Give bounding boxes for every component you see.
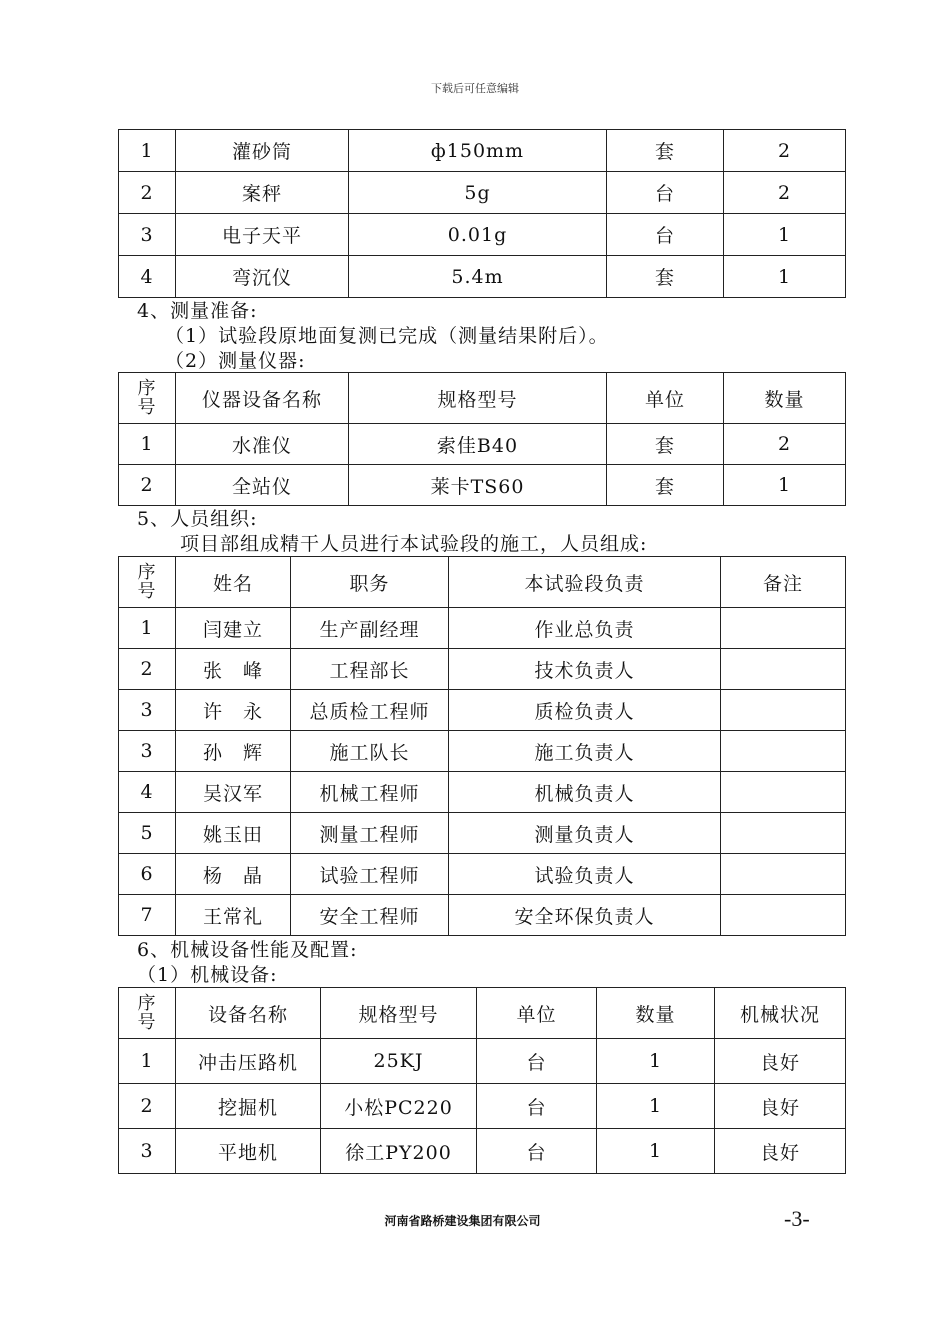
cell-qty: 1 [597, 1039, 715, 1084]
cell-remarks [721, 649, 846, 690]
cell-position: 总质检工程师 [291, 690, 449, 731]
cell-seq: 1 [119, 424, 176, 465]
cell-name: 闫建立 [176, 608, 291, 649]
cell-unit: 台 [607, 172, 724, 214]
cell-seq: 4 [119, 256, 176, 298]
table-row [119, 813, 846, 854]
table-row [119, 214, 846, 256]
cell-spec: 5g [349, 172, 607, 214]
cell-name: 案秤 [176, 172, 349, 214]
table-row [119, 649, 846, 690]
header-name: 姓名 [176, 557, 291, 608]
cell-responsibility: 质检负责人 [449, 690, 721, 731]
cell-unit: 套 [607, 465, 724, 506]
table-header-row [119, 373, 846, 424]
header-seq: 序号 [119, 557, 176, 608]
cell-equipment: 平地机 [176, 1129, 321, 1174]
cell-position: 施工队长 [291, 731, 449, 772]
cell-position: 测量工程师 [291, 813, 449, 854]
cell-position: 工程部长 [291, 649, 449, 690]
cell-responsibility: 机械负责人 [449, 772, 721, 813]
instruments-table [118, 129, 846, 298]
cell-name: 全站仪 [176, 465, 349, 506]
cell-remarks [721, 608, 846, 649]
cell-qty: 2 [724, 172, 846, 214]
header-spec: 规格型号 [349, 373, 607, 424]
header-remarks: 备注 [721, 557, 846, 608]
cell-unit: 套 [607, 130, 724, 172]
cell-name: 许 永 [176, 690, 291, 731]
cell-spec: ф150mm [349, 130, 607, 172]
cell-position: 机械工程师 [291, 772, 449, 813]
cell-seq: 3 [119, 1129, 176, 1174]
table-row [119, 608, 846, 649]
cell-qty: 1 [724, 214, 846, 256]
cell-unit: 台 [607, 214, 724, 256]
table-row [119, 172, 846, 214]
table-header-row [119, 988, 846, 1039]
section6-item1: （1）机械设备: [137, 964, 278, 986]
header-condition: 机械状况 [715, 988, 846, 1039]
header-note: 下载后可任意编辑 [431, 82, 519, 95]
cell-unit: 台 [477, 1039, 597, 1084]
header-spec: 规格型号 [321, 988, 477, 1039]
cell-seq: 5 [119, 813, 176, 854]
cell-spec: 莱卡TS60 [349, 465, 607, 506]
cell-responsibility: 试验负责人 [449, 854, 721, 895]
section5-title: 5、人员组织: [137, 508, 258, 530]
header-position: 职务 [291, 557, 449, 608]
cell-name: 电子天平 [176, 214, 349, 256]
section5-intro: 项目部组成精干人员进行本试验段的施工，人员组成: [180, 533, 648, 555]
table-row [119, 895, 846, 936]
header-qty: 数量 [724, 373, 846, 424]
cell-spec: 徐工PY200 [321, 1129, 477, 1174]
cell-seq: 6 [119, 854, 176, 895]
cell-position: 安全工程师 [291, 895, 449, 936]
cell-seq: 4 [119, 772, 176, 813]
header-unit: 单位 [477, 988, 597, 1039]
table-row [119, 465, 846, 506]
cell-qty: 1 [724, 465, 846, 506]
cell-spec: 25KJ [321, 1039, 477, 1084]
table-row [119, 424, 846, 465]
header-seq: 序号 [119, 988, 176, 1039]
cell-remarks [721, 854, 846, 895]
table-row [119, 854, 846, 895]
cell-unit: 套 [607, 424, 724, 465]
cell-qty: 1 [724, 256, 846, 298]
table-row [119, 1129, 846, 1174]
section4-title: 4、测量准备: [137, 300, 258, 322]
header-responsibility: 本试验段负责 [449, 557, 721, 608]
table-row [119, 731, 846, 772]
cell-equipment: 挖掘机 [176, 1084, 321, 1129]
header-unit: 单位 [607, 373, 724, 424]
cell-spec: 0.01g [349, 214, 607, 256]
cell-name: 姚玉田 [176, 813, 291, 854]
machines-table [118, 987, 846, 1174]
section4-item1: （1）试验段原地面复测已完成（测量结果附后）。 [165, 325, 609, 347]
header-qty: 数量 [597, 988, 715, 1039]
cell-name: 孙 辉 [176, 731, 291, 772]
cell-unit: 台 [477, 1084, 597, 1129]
cell-responsibility: 测量负责人 [449, 813, 721, 854]
cell-name: 杨 晶 [176, 854, 291, 895]
survey-instruments-table [118, 372, 846, 506]
cell-responsibility: 施工负责人 [449, 731, 721, 772]
cell-condition: 良好 [715, 1084, 846, 1129]
cell-responsibility: 安全环保负责人 [449, 895, 721, 936]
cell-responsibility: 技术负责人 [449, 649, 721, 690]
cell-seq: 1 [119, 1039, 176, 1084]
cell-qty: 1 [597, 1084, 715, 1129]
cell-spec: 小松PC220 [321, 1084, 477, 1129]
cell-seq: 1 [119, 130, 176, 172]
cell-seq: 3 [119, 731, 176, 772]
header-seq: 序号 [119, 373, 176, 424]
cell-seq: 2 [119, 1084, 176, 1129]
section6-title: 6、机械设备性能及配置: [137, 939, 358, 961]
table-row [119, 772, 846, 813]
cell-qty: 1 [597, 1129, 715, 1174]
cell-spec: 5.4m [349, 256, 607, 298]
cell-seq: 2 [119, 465, 176, 506]
cell-remarks [721, 895, 846, 936]
cell-equipment: 冲击压路机 [176, 1039, 321, 1084]
cell-responsibility: 作业总负责 [449, 608, 721, 649]
table-row [119, 1039, 846, 1084]
section4-item2: （2）测量仪器: [165, 350, 306, 372]
cell-qty: 2 [724, 130, 846, 172]
page-number: -3- [784, 1206, 810, 1231]
cell-name: 张 峰 [176, 649, 291, 690]
cell-name: 弯沉仪 [176, 256, 349, 298]
cell-name: 水准仪 [176, 424, 349, 465]
cell-name: 王常礼 [176, 895, 291, 936]
cell-condition: 良好 [715, 1129, 846, 1174]
cell-seq: 3 [119, 214, 176, 256]
cell-spec: 索佳B40 [349, 424, 607, 465]
table-header-row [119, 557, 846, 608]
cell-seq: 3 [119, 690, 176, 731]
cell-seq: 2 [119, 649, 176, 690]
cell-remarks [721, 731, 846, 772]
cell-seq: 7 [119, 895, 176, 936]
cell-position: 试验工程师 [291, 854, 449, 895]
cell-unit: 台 [477, 1129, 597, 1174]
table-row [119, 690, 846, 731]
cell-remarks [721, 690, 846, 731]
cell-name: 灌砂筒 [176, 130, 349, 172]
cell-qty: 2 [724, 424, 846, 465]
cell-name: 吴汉军 [176, 772, 291, 813]
footer-company: 河南省路桥建设集团有限公司 [384, 1214, 541, 1228]
cell-seq: 1 [119, 608, 176, 649]
staff-table [118, 556, 846, 936]
cell-position: 生产副经理 [291, 608, 449, 649]
cell-unit: 套 [607, 256, 724, 298]
table-row [119, 256, 846, 298]
cell-seq: 2 [119, 172, 176, 214]
cell-condition: 良好 [715, 1039, 846, 1084]
table-row [119, 1084, 846, 1129]
table-row [119, 130, 846, 172]
cell-remarks [721, 813, 846, 854]
header-name: 仪器设备名称 [176, 373, 349, 424]
header-equipment: 设备名称 [176, 988, 321, 1039]
cell-remarks [721, 772, 846, 813]
